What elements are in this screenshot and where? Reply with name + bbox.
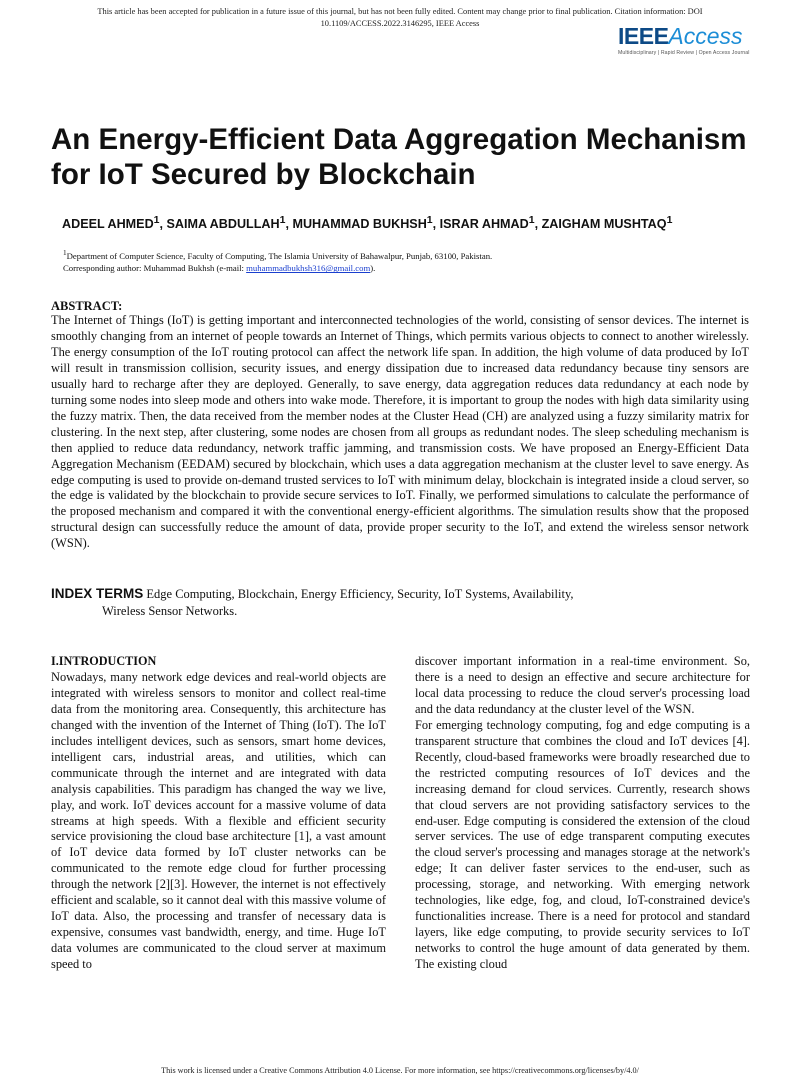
author-affil-sup: 1 [528,214,535,226]
corresponding-prefix: Corresponding author: Muhammad Bukhsh (e-mail: [63,263,247,274]
affiliation-line [63,247,753,262]
author-email-link[interactable]: muhammadbukhsh316@gmail.com [246,263,371,274]
license-footer: This work is licensed under a Creative Commons Attribution 4.0 License. For more information, see https://creativecommons.org/licenses/by/4.0/ [161,1066,639,1075]
intro-paragraph: For emerging technology computing, fog and edge computing is a transparent structure that combines the cloud and IoT devices [4]. Recently, cloud-based frameworks were broadly researched due to the restricted computing resources of IoT devices and the increasing demand for cloud services. Currently, research shows that cloud servers are not providing satisfactory services to the end-user. Edge computing is considered the extension of the cloud server services. The use of edge transparent computing executes the cloud server's processing and manages storage at the network's edge; It can deliver faster services to the end-user, such as processing, storage, and networking. With emerging network technologies, like edge, fog, and cloud, IoT-constrained device's functionalities increase. There is a need for protocol and standard layers, like edge computing, to provide security services to IoT networks to control the huge amount of data generated by them. The existing cloud [415,717,750,972]
author-affil-sup: 1 [666,214,673,226]
author-name: ZAIGHAM MUSHTAQ [541,217,667,232]
author-list: ADEEL AHMED$^1$, SAIMA ABDULLAH$^1$, MUHAMMAD BUKHSH$^1$, ISRAR AHMAD$^1$, ZAIGHAM MUSHTAQ$^1$ [62,214,673,232]
corresponding-author [63,262,753,275]
right-column [415,654,750,973]
author-name: ADEEL AHMED [62,217,154,232]
author-affil-sup: 1 [153,214,160,226]
author-name: SAIMA ABDULLAH [166,217,280,232]
paper-title: An Energy-Efficient Data Aggregation Mechanism for IoT Secured by Blockchain [51,123,747,191]
author-affil-sup: 1 [279,214,286,226]
section-heading-introduction: I.INTRODUCTION [51,654,157,668]
author-name: ISRAR AHMAD [439,217,529,232]
abstract-heading: ABSTRACT: [51,299,123,313]
left-column [51,654,386,973]
affiliation-sup: 1 [63,249,67,257]
intro-paragraph: discover important information in a real-time environment. So, there is a need to design an effective and secure architecture for local data processing to reduce the cloud server's processing load and the data redundancy at the cluster level of the WSN. [415,654,750,716]
journal-logo[interactable] [618,24,758,56]
index-terms [51,585,749,620]
logo-tagline: Multidisciplinary | Rapid Review | Open Access Journal [618,50,750,56]
logo-access-text: Access [668,23,743,49]
publication-notice-line2: 10.1109/ACCESS.2022.3146295, IEEE Access [320,19,480,28]
index-terms-line1: Edge Computing, Blockchain, Energy Efficiency, Security, IoT Systems, Availability, [146,587,574,601]
author-affil-sup: 1 [426,214,433,226]
corresponding-suffix: ). [370,263,376,274]
author-name: MUHAMMAD BUKHSH [292,217,427,232]
affiliation-text: Department of Computer Science, Faculty of Computing, The Islamia University of Bahawalpur, Punjab, 63100, Pakistan. [66,250,493,261]
index-terms-label: INDEX TERMS [51,586,144,601]
intro-paragraph: Nowadays, many network edge devices and real-world objects are integrated with wireless sensors to monitor and collect real-time data from the monitoring area. Consequently, this architecture has changed with the invention of the Internet of Thing (IoT). The IoT includes intelligent devices, such as sensors, smart home devices, intelligent cars, industrial areas, and utilities, which can communicate through the internet and are integrated with data analysis capabilities. This paradigm has changed the way we live, play, and work. IoT devices account for a massive volume of data streams at high speeds. With a flexible and efficient security service provisioning the cloud base architecture [1], a vast amount of IoT device data formed by IoT cluster networks can be communicated to the remote edge cloud for further processing through the network [2][3]. However, the internet is not effectively efficient and scalable, so it cannot deal with this massive volume of IoT data. Also, the processing and transfer of necessary data is expensive, consumes vast bandwidth, energy, and time. Huge IoT data volumes are communicated to the cloud server at maximum speed to [51,669,386,972]
abstract-text: The Internet of Things (IoT) is getting important and interconnected technologies of the world, consisting of sensor devices. The internet is smoothly changing from an internet of people towards an Internet of Things, which permits various objects to connect to another wirelessly. The energy consumption of the IoT routing protocol can affect the network life span. In addition, the high volume of data produced by IoT will result in transmission collision, security issues, and energy dissipation due to increased data redundancy because tiny sensors are usually hard to recharge after they are deployed. Generally, to save energy, data aggregation reduces data redundancy at each node by turning some nodes into sleep mode and others into wake mode. Therefore, it is important to group the nodes with high data similarity using the fuzzy matrix. Then, the data received from the member nodes at the Cluster Head (CH) are analyzed using a fuzzy similarity matrix for clustering. In the next step, after clustering, some nodes are chosen from all groups as redundant nodes. The sleep scheduling mechanism is then applied to reduce data redundancy, network traffic jamming, and transmission costs. We have proposed an Energy-Efficient Data Aggregation Mechanism (EEDAM) secured by blockchain, which uses a data aggregation mechanism at the cluster level to save energy. As edge computing is used to provide on-demand trusted services to IoT with minimum delay, blockchain is integrated inside a cloud server, so the edge is validated by the blockchain to provide secure services to IoT. Finally, we performed simulations to calculate the performance of the proposed mechanism and compared it with the conventional energy-efficient algorithms. The simulation results show that the proposed structural design can successfully reduce the amount of data, provide proper security to the IoT, and extend the wireless sensor network (WSN). [51,313,749,551]
index-terms-line2: Wireless Sensor Networks. [102,604,238,618]
logo-ieee-text: IEEE [618,23,669,49]
publication-notice-line1: This article has been accepted for publication in a future issue of this journal, but has not been fully edited. Content may change prior to final publication. Citation information: DOI [97,7,703,16]
affiliation-block [63,247,753,275]
